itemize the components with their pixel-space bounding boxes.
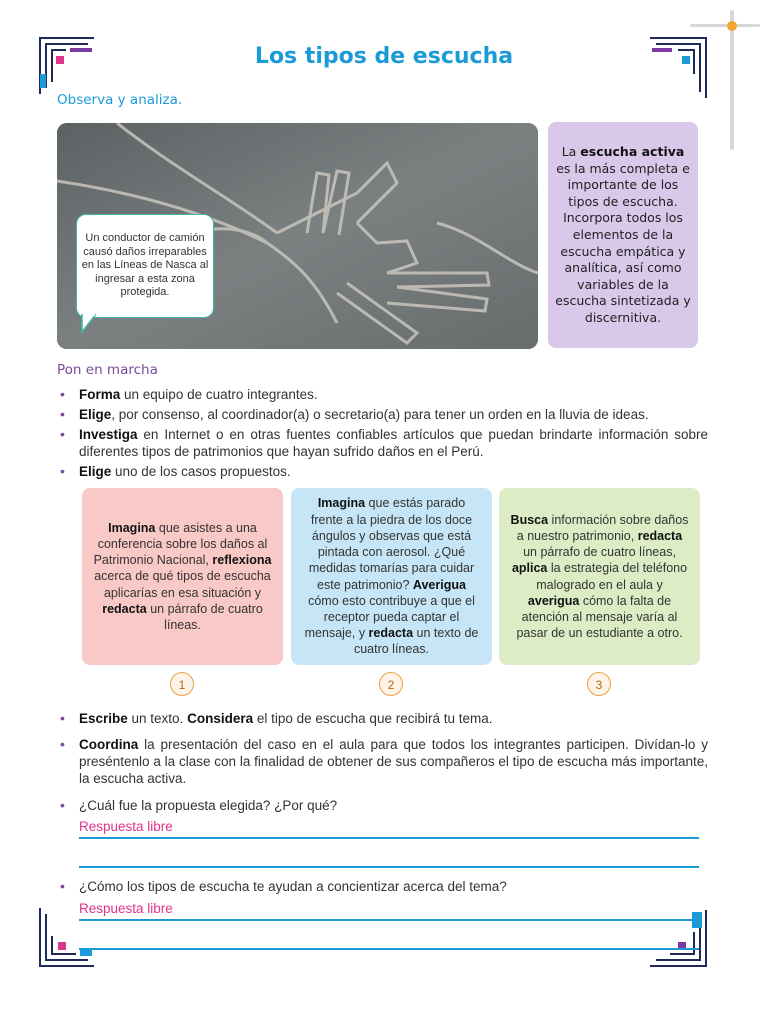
list-item <box>60 736 708 787</box>
list-item <box>60 463 708 480</box>
answer-2: Respuesta libre <box>79 901 173 916</box>
question-text: ¿Cuál fue la propuesta elegida? ¿Por qué? <box>79 798 338 813</box>
question-2 <box>60 878 708 898</box>
answer-1: Respuesta libre <box>79 819 173 834</box>
step-text: , por consenso, al coordinador(a) o secretario(a) para tener un orden en la lluvia de ideas. <box>111 407 649 422</box>
case-card-text <box>301 495 482 657</box>
case-card-text <box>509 512 690 642</box>
case-card-1 <box>82 488 283 665</box>
step-text: un texto. <box>127 711 188 726</box>
list-item <box>60 797 708 814</box>
question-1 <box>60 797 708 817</box>
escucha-activa-pre: La <box>561 144 581 159</box>
case-keyword: Averigua <box>412 577 466 592</box>
step-text: en Internet o en otras fuentes confiables artículos que puedan brindarte información sobre diferentes tipos de patrimonios que hayan sufrido daños en el Perú. <box>79 427 708 459</box>
step-verb: Elige <box>79 464 112 479</box>
escucha-activa-box <box>548 122 698 348</box>
answer-line <box>79 948 699 950</box>
case-keyword: averigua <box>527 593 580 608</box>
steps-list-2 <box>60 710 708 790</box>
case-text: un texto de cuatro líneas. <box>353 626 479 657</box>
case-text: que asistes a una conferencia sobre los daños al Patrimonio Nacional, <box>93 520 268 568</box>
case-number-badge: 2 <box>379 672 403 696</box>
steps-list <box>60 386 708 483</box>
case-keyword: redacta <box>637 528 683 543</box>
step-verb: Investiga <box>79 427 138 442</box>
step-verb: Considera <box>187 711 254 726</box>
case-card-3 <box>499 488 700 665</box>
case-number-badge: 1 <box>170 672 194 696</box>
case-text: cómo esto contribuye a que el receptor pueda captar el mensaje, y <box>304 593 475 641</box>
case-keyword: redacta <box>368 626 414 641</box>
answer-line <box>79 866 699 868</box>
step-verb: Coordina <box>79 737 139 752</box>
answer-line <box>79 919 699 921</box>
step-text: la presentación del caso en el aula para que todos los integrantes participen. Divídan-lo y preséntenlo a la clase con la finalidad de obtener de sus compañeros el tipo de escucha más importante, la escucha activa. <box>79 737 708 786</box>
page-title: Los tipos de escucha <box>254 44 514 69</box>
section-pon-heading: Pon en marcha <box>57 362 158 378</box>
speech-bubble-text: Un conductor de camión causó daños irreparables en las Líneas de Nasca al ingresar a esta zona protegida. <box>81 232 209 299</box>
case-keyword: reflexiona <box>212 553 272 568</box>
question-text: ¿Cómo los tipos de escucha te ayudan a concientizar acerca del tema? <box>79 879 507 894</box>
decorative-cross-icon <box>690 10 760 150</box>
case-keyword: Imagina <box>317 496 366 511</box>
case-text: la estrategia del teléfono malogrado en el aula y <box>536 561 688 592</box>
case-keyword: redacta <box>102 601 147 616</box>
step-text: el tipo de escucha que recibirá tu tema. <box>253 711 493 726</box>
list-item <box>60 406 708 423</box>
list-item <box>60 710 708 727</box>
section-observa-heading: Observa y analiza. <box>57 92 183 108</box>
step-verb: Elige <box>79 407 112 422</box>
case-text: un párrafo de cuatro líneas, <box>523 545 676 560</box>
case-number-badge: 3 <box>587 672 611 696</box>
list-item <box>60 878 708 895</box>
case-keyword: Imagina <box>108 520 156 535</box>
list-item <box>60 426 708 460</box>
case-text: cómo la falta de atención al mensaje varía al pasar de un estudiante a otro. <box>516 593 683 641</box>
step-text: uno de los casos propuestos. <box>111 464 291 479</box>
step-verb: Escribe <box>79 711 128 726</box>
speech-bubble <box>76 214 214 318</box>
corner-pattern-bottom-right <box>648 906 710 970</box>
speech-bubble-tail <box>78 314 98 334</box>
case-text: acerca de qué tipos de escucha aplicarías en esa situación y <box>94 569 271 600</box>
step-text: un equipo de cuatro integrantes. <box>120 387 318 402</box>
case-keyword: aplica <box>511 561 548 576</box>
case-text: que estás parado frente a la piedra de los doce ángulos y observas que está pintada con aerosol. ¿Qué medidas tomarías para cuidar este patrimonio? <box>308 496 475 592</box>
step-verb: Forma <box>79 387 121 402</box>
case-text: información sobre daños a nuestro patrimonio, <box>516 512 689 543</box>
case-keyword: Busca <box>510 512 549 527</box>
case-text: un párrafo de cuatro líneas. <box>146 601 263 632</box>
escucha-activa-definition: es la más completa e importante de los tipos de escucha. Incorpora todos los elementos de la escucha empática y analítica, así como variables de la escucha sintetizada y discernitiva. <box>555 160 691 325</box>
answer-line <box>79 837 699 839</box>
case-card-text <box>92 520 273 633</box>
list-item <box>60 386 708 403</box>
case-card-2 <box>291 488 492 665</box>
escucha-activa-term: escucha activa <box>580 144 685 159</box>
